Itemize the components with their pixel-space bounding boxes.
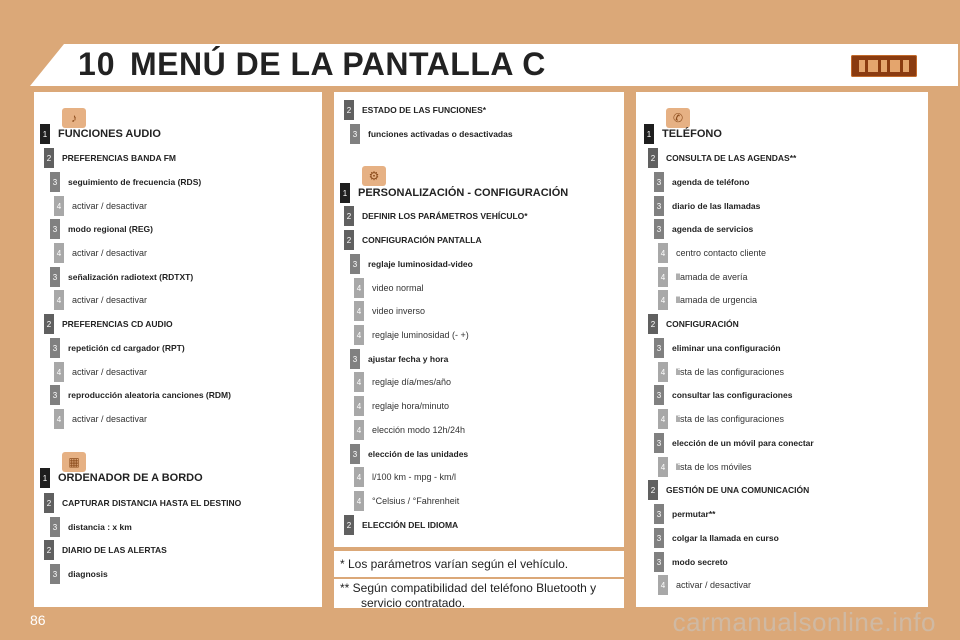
level-badge: 4 <box>54 362 64 382</box>
menu-item-label: modo regional (REG) <box>68 224 153 234</box>
level-badge: 3 <box>654 504 664 524</box>
menu-item-level-3 <box>50 267 193 287</box>
menu-item-level-2 <box>648 480 809 500</box>
menu-item-level-4 <box>658 575 751 595</box>
menu-item-level-4 <box>54 243 147 263</box>
menu-item-label: eliminar una configuración <box>672 343 781 353</box>
menu-item-level-4 <box>354 325 469 345</box>
menu-item-label: lista de los móviles <box>676 462 752 472</box>
level-badge: 2 <box>648 148 658 168</box>
level-badge: 3 <box>654 433 664 453</box>
menu-item-level-1 <box>40 468 203 488</box>
menu-item-label: elección de un móvil para conectar <box>672 438 814 448</box>
menu-item-label: TELÉFONO <box>662 128 722 140</box>
menu-item-label: lista de las configuraciones <box>676 367 785 377</box>
footnote-2-line1: ** Según compatibilidad del teléfono Bluetooth y <box>340 581 597 595</box>
menu-item-label: lista de las configuraciones <box>676 414 785 424</box>
level-badge: 4 <box>658 267 668 287</box>
level-badge: 3 <box>654 385 664 405</box>
menu-item-label: ORDENADOR DE A BORDO <box>58 472 203 484</box>
menu-item-label: activar / desactivar <box>72 248 148 258</box>
menu-item-level-2 <box>44 493 241 513</box>
menu-item-label: reglaje luminosidad-video <box>368 259 473 269</box>
level-badge: 4 <box>354 301 364 321</box>
level-badge: 2 <box>648 480 658 500</box>
level-badge: 3 <box>654 528 664 548</box>
menu-item-level-4 <box>54 409 147 429</box>
level-badge: 2 <box>344 515 354 535</box>
level-badge: 2 <box>44 540 54 560</box>
menu-item-level-2 <box>44 314 173 334</box>
menu-item-label: PREFERENCIAS BANDA FM <box>62 153 176 163</box>
menu-item-level-4 <box>54 362 147 382</box>
menu-item-level-3 <box>50 564 108 584</box>
menu-item-level-4 <box>658 457 752 477</box>
level-badge: 2 <box>344 206 354 226</box>
footnote-bluetooth <box>334 579 624 608</box>
menu-item-level-3 <box>350 444 468 464</box>
level-badge: 1 <box>40 124 50 144</box>
menu-item-level-1 <box>644 124 722 144</box>
menu-item-level-3 <box>350 349 448 369</box>
menu-item-level-4 <box>354 278 424 298</box>
level-badge: 3 <box>50 172 60 192</box>
menu-item-label: modo secreto <box>672 557 728 567</box>
menu-item-level-3 <box>350 254 473 274</box>
menu-item-label: colgar la llamada en curso <box>672 533 779 543</box>
level-badge: 4 <box>354 396 364 416</box>
menu-item-level-2 <box>344 230 482 250</box>
menu-item-level-4 <box>354 420 465 440</box>
menu-item-label: señalización radiotext (RDTXT) <box>68 272 194 282</box>
menu-item-level-4 <box>354 301 425 321</box>
menu-item-level-1 <box>40 124 161 144</box>
menu-item-level-4 <box>658 290 757 310</box>
menu-item-level-4 <box>658 243 766 263</box>
level-badge: 4 <box>658 290 668 310</box>
menu-item-level-3 <box>50 517 132 537</box>
level-badge: 3 <box>50 267 60 287</box>
menu-item-level-2 <box>648 148 796 168</box>
level-badge: 3 <box>50 385 60 405</box>
menu-item-level-4 <box>354 372 451 392</box>
menu-item-label: ELECCIÓN DEL IDIOMA <box>362 520 459 530</box>
level-badge: 3 <box>350 349 360 369</box>
menu-item-label: DEFINIR LOS PARÁMETROS VEHÍCULO* <box>362 211 528 221</box>
menu-item-label: activar / desactivar <box>72 201 148 211</box>
menu-item-label: seguimiento de frecuencia (RDS) <box>68 177 202 187</box>
section-icon: ✆ <box>666 108 690 128</box>
menu-item-label: agenda de servicios <box>672 224 754 234</box>
footnote-2-line2: servicio contratado. <box>361 596 466 610</box>
menu-item-level-2 <box>44 540 167 560</box>
menu-item-label: ajustar fecha y hora <box>368 354 449 364</box>
menu-item-label: video normal <box>372 283 424 293</box>
menu-item-label: GESTIÓN DE UNA COMUNICACIÓN <box>666 485 810 495</box>
menu-item-level-3 <box>654 338 781 358</box>
level-badge: 3 <box>654 338 664 358</box>
level-badge: 2 <box>44 148 54 168</box>
section-icon: ▦ <box>62 452 86 472</box>
level-badge: 2 <box>648 314 658 334</box>
level-badge: 4 <box>658 243 668 263</box>
level-badge: 3 <box>50 564 60 584</box>
menu-item-level-4 <box>658 362 784 382</box>
brand-logo-icon <box>851 55 917 77</box>
menu-item-label: l/100 km - mpg - km/l <box>372 472 457 482</box>
menu-item-label: agenda de teléfono <box>672 177 750 187</box>
menu-item-label: reglaje luminosidad (- +) <box>372 330 469 340</box>
level-badge: 3 <box>654 552 664 572</box>
level-badge: 4 <box>54 290 64 310</box>
menu-item-label: DIARIO DE LAS ALERTAS <box>62 545 167 555</box>
menu-item-label: reproducción aleatoria canciones (RDM) <box>68 390 231 400</box>
chapter-number: 10 <box>78 46 116 82</box>
level-badge: 2 <box>44 493 54 513</box>
menu-item-label: °Celsius / °Fahrenheit <box>372 496 460 506</box>
footnote-vehicle <box>334 551 624 577</box>
level-badge: 3 <box>654 172 664 192</box>
level-badge: 4 <box>658 409 668 429</box>
menu-item-level-2 <box>648 314 739 334</box>
menu-item-label: reglaje hora/minuto <box>372 401 450 411</box>
menu-item-label: permutar** <box>672 509 716 519</box>
page-number: 86 <box>30 612 46 628</box>
menu-item-level-4 <box>54 290 147 310</box>
menu-item-level-4 <box>54 196 147 216</box>
menu-item-level-3 <box>654 433 814 453</box>
level-badge: 4 <box>658 575 668 595</box>
menu-item-label: CONFIGURACIÓN PANTALLA <box>362 235 482 245</box>
menu-item-level-4 <box>658 267 748 287</box>
menu-item-label: activar / desactivar <box>72 414 148 424</box>
menu-item-level-3 <box>50 385 231 405</box>
menu-item-level-3 <box>50 172 201 192</box>
menu-item-level-2 <box>344 515 458 535</box>
level-badge: 4 <box>354 325 364 345</box>
level-badge: 4 <box>658 457 668 477</box>
level-badge: 3 <box>350 444 360 464</box>
menu-item-level-2 <box>44 148 176 168</box>
menu-item-label: llamada de urgencia <box>676 295 758 305</box>
level-badge: 4 <box>54 409 64 429</box>
level-badge: 4 <box>354 278 364 298</box>
section-icon: ♪ <box>62 108 86 128</box>
level-badge: 4 <box>354 372 364 392</box>
level-badge: 3 <box>654 219 664 239</box>
menu-item-label: activar / desactivar <box>72 367 148 377</box>
level-badge: 3 <box>50 517 60 537</box>
menu-item-level-4 <box>354 491 459 511</box>
level-badge: 4 <box>54 196 64 216</box>
level-badge: 4 <box>354 467 364 487</box>
menu-item-label: consultar las configuraciones <box>672 390 793 400</box>
menu-item-label: FUNCIONES AUDIO <box>58 128 161 140</box>
level-badge: 2 <box>44 314 54 334</box>
level-badge: 4 <box>354 491 364 511</box>
menu-item-level-3 <box>654 552 728 572</box>
menu-item-label: PREFERENCIAS CD AUDIO <box>62 319 173 329</box>
level-badge: 3 <box>654 196 664 216</box>
menu-item-label: elección modo 12h/24h <box>372 425 466 435</box>
menu-item-level-3 <box>654 528 779 548</box>
menu-item-label: distancia : x km <box>68 522 132 532</box>
menu-item-label: repetición cd cargador (RPT) <box>68 343 185 353</box>
menu-item-label: diario de las llamadas <box>672 201 761 211</box>
menu-item-label: activar / desactivar <box>72 295 148 305</box>
level-badge: 2 <box>344 230 354 250</box>
menu-item-label: centro contacto cliente <box>676 248 767 258</box>
menu-item-label: CAPTURAR DISTANCIA HASTA EL DESTINO <box>62 498 242 508</box>
level-badge: 1 <box>644 124 654 144</box>
menu-item-label: CONFIGURACIÓN <box>666 319 739 329</box>
menu-item-level-2 <box>344 100 486 120</box>
menu-item-level-3 <box>50 338 185 358</box>
level-badge: 1 <box>340 183 350 203</box>
level-badge: 4 <box>54 243 64 263</box>
menu-item-label: CONSULTA DE LAS AGENDAS** <box>666 153 797 163</box>
menu-item-level-3 <box>654 504 715 524</box>
level-badge: 3 <box>350 124 360 144</box>
level-badge: 4 <box>658 362 668 382</box>
menu-item-label: diagnosis <box>68 569 108 579</box>
level-badge: 3 <box>350 254 360 274</box>
menu-item-level-3 <box>654 196 760 216</box>
menu-item-level-3 <box>654 219 753 239</box>
menu-item-level-3 <box>654 172 749 192</box>
menu-item-label: ESTADO DE LAS FUNCIONES* <box>362 105 487 115</box>
watermark: carmanualsonline.info <box>672 607 936 637</box>
level-badge: 1 <box>40 468 50 488</box>
level-badge: 2 <box>344 100 354 120</box>
menu-item-level-4 <box>354 396 449 416</box>
menu-item-level-3 <box>654 385 792 405</box>
menu-item-label: llamada de avería <box>676 272 748 282</box>
menu-item-level-1 <box>340 183 568 203</box>
page-title: MENÚ DE LA PANTALLA C <box>130 46 546 82</box>
menu-item-level-4 <box>354 467 456 487</box>
footnote-1-text: * Los parámetros varían según el vehículo. <box>340 557 569 571</box>
menu-item-label: PERSONALIZACIÓN - CONFIGURACIÓN <box>358 187 569 199</box>
level-badge: 3 <box>50 338 60 358</box>
section-icon: ⚙ <box>362 166 386 186</box>
menu-item-label: elección de las unidades <box>368 449 469 459</box>
menu-item-label: reglaje día/mes/año <box>372 377 452 387</box>
level-badge: 3 <box>50 219 60 239</box>
menu-item-level-2 <box>344 206 528 226</box>
menu-item-label: activar / desactivar <box>676 580 752 590</box>
menu-item-label: funciones activadas o desactivadas <box>368 129 513 139</box>
menu-item-level-4 <box>658 409 784 429</box>
menu-item-level-3 <box>350 124 513 144</box>
menu-item-label: video inverso <box>372 306 426 316</box>
menu-item-level-3 <box>50 219 153 239</box>
level-badge: 4 <box>354 420 364 440</box>
